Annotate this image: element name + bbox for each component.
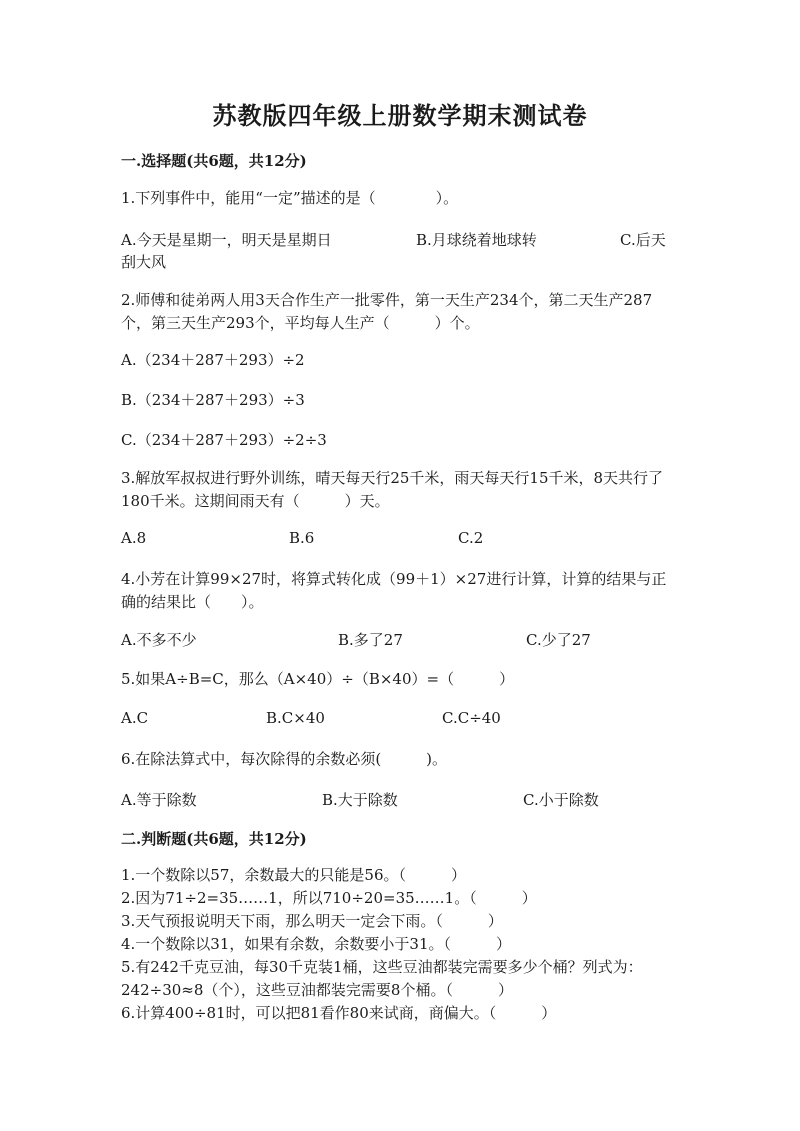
question-6-option-c: C.小于除数	[523, 791, 599, 809]
question-4-option-c: C.少了27	[526, 631, 591, 649]
section-heading-choice: 一.选择题(共6题，共12分)	[121, 152, 307, 170]
section-heading-judgement: 二.判断题(共6题，共12分)	[121, 830, 307, 848]
judgement-item-5: 5.有242千克豆油，每30千克装1桶，这些豆油都装完需要多少个桶？列式为：242÷30≈8（个），这些豆油都装完需要8个桶。（ ）	[121, 958, 643, 999]
question-5-option-b: B.C×40	[266, 709, 325, 727]
question-4-option-b: B.多了27	[338, 631, 403, 649]
question-6-option-b: B.大于除数	[322, 791, 398, 809]
question-2-option-c: C.（234＋287＋293）÷2÷3	[121, 431, 327, 449]
question-3-option-a: A.8	[121, 529, 147, 547]
question-5-stem: 5.如果A÷B=C，那么（A×40）÷（B×40）=（ ）	[121, 670, 515, 688]
question-2-option-a: A.（234＋287＋293）÷2	[121, 351, 305, 369]
question-3-option-b: B.6	[289, 529, 315, 547]
question-6-option-a: A.等于除数	[121, 791, 197, 809]
page-title: 苏教版四年级上册数学期末测试卷	[212, 101, 588, 130]
question-1-option-a: A.今天是星期一，明天是星期日	[121, 231, 332, 249]
question-4-stem: 4.小芳在计算99×27时，将算式转化成（99＋1）×27进行计算，计算的结果与正确的结果比（ ）。	[121, 570, 667, 611]
question-5-option-a: A.C	[121, 709, 149, 727]
question-2-stem: 2.师傅和徒弟两人用3天合作生产一批零件，第一天生产234个，第二天生产287个，第三天生产293个，平均每人生产（ ）个。	[121, 291, 653, 332]
question-3-stem: 3.解放军叔叔进行野外训练，晴天每天行25千米，雨天每天行15千米，8天共行了180千米。这期间雨天有（ ）天。	[121, 469, 664, 510]
question-3-option-c: C.2	[458, 529, 484, 547]
question-4-option-a: A.不多不少	[121, 631, 197, 649]
question-6-stem: 6.在除法算式中，每次除得的余数必须( )。	[121, 750, 448, 768]
judgement-item-1: 1.一个数除以57，余数最大的只能是56。（ ）	[121, 866, 466, 884]
judgement-item-2: 2.因为71÷2=35……1，所以710÷20=35……1。（ ）	[121, 889, 537, 907]
question-1-option-b: B.月球绕着地球转	[416, 231, 537, 249]
judgement-item-3: 3.天气预报说明天下雨，那么明天一定会下雨。（ ）	[121, 912, 503, 930]
question-1-option-c-wrap: 刮大风	[121, 253, 167, 271]
question-1-option-c: C.后天	[620, 231, 666, 249]
judgement-item-4: 4.一个数除以31，如果有余数，余数要小于31。（ ）	[121, 935, 511, 953]
judgement-item-6: 6.计算400÷81时，可以把81看作80来试商，商偏大。（ ）	[121, 1004, 557, 1022]
question-1-stem: 1.下列事件中，能用“一定”描述的是（ ）。	[121, 189, 459, 207]
question-5-option-c: C.C÷40	[442, 709, 501, 727]
question-2-option-b: B.（234＋287＋293）÷3	[121, 391, 305, 409]
